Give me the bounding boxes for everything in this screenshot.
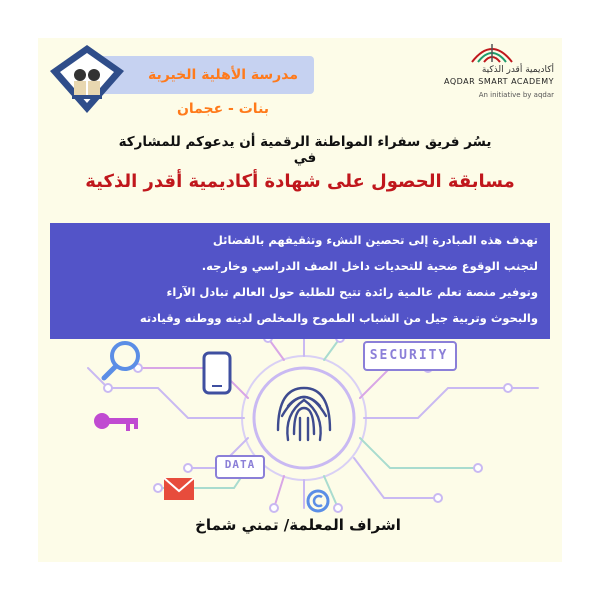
fingerprint-icon <box>278 388 330 440</box>
intro-text: يسُر فريق سفراء المواطنة الرقمية أن يدعوكم للمشاركة في <box>118 134 492 166</box>
academy-name-ar: أكاديمية أقدر الذكية <box>481 65 554 75</box>
description-line: تهدف هذه المبادرة إلى تحصين النشء وتثقيفهم بالفضائل <box>212 233 538 247</box>
description-box <box>50 223 550 339</box>
poster <box>38 38 562 562</box>
copyright-icon <box>308 491 328 511</box>
school-logo <box>48 43 126 115</box>
security-label: SECURITY <box>369 348 449 363</box>
phone-icon <box>204 353 230 393</box>
description-line: والبحوث وتربية جيل من الشباب الطموح والمخلص لدينه ووطنه وقيادته <box>139 311 538 325</box>
contest-title: مسابقة الحصول على شهادة أكاديمية أقدر الذكية <box>85 171 515 192</box>
key-icon <box>94 413 138 431</box>
magnifier-icon <box>104 343 138 378</box>
description-line: لتجنب الوقوع ضحية للتحديات داخل الصف الدراسي وخارجه. <box>201 259 538 273</box>
envelope-icon <box>164 478 194 500</box>
description-line: وتوفير منصة تعلم عالمية رائدة تتيح للطلبة حول العالم تبادل الآراء <box>166 285 538 299</box>
academy-name-en: AQDAR SMART ACADEMY <box>444 77 554 86</box>
supervisor-credit: اشراف المعلمة/ تمني شماخ <box>195 516 401 534</box>
school-name: مدرسة الأهلية الخيرية بنات - عجمان <box>148 67 298 117</box>
academy-logo <box>468 38 516 66</box>
data-label: DATA <box>224 458 256 471</box>
academy-subline: An initiative by aqdar <box>478 91 554 99</box>
fingerprint-ring <box>254 368 354 468</box>
